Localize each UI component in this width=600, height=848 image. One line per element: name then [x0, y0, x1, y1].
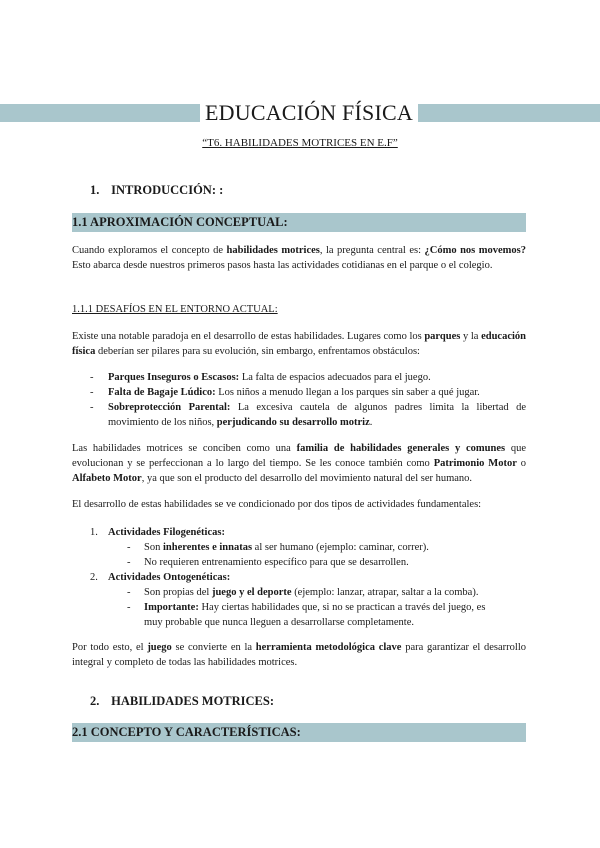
para3-text-g: , ya que son el producto del desarrollo del movimiento natural del ser humano.: [141, 473, 473, 484]
list-1-bold: Actividades Ontogenéticas:: [108, 572, 231, 583]
section-2-heading: [90, 694, 274, 709]
para5-text-a: Por todo esto, el: [72, 642, 148, 653]
sub-0-0-c: al ser humano (ejemplo: caminar, correr).: [252, 542, 429, 553]
para5-bold-d: herramienta metodológica clave: [255, 642, 402, 653]
list-number: 2.: [90, 572, 98, 583]
sub-item: [144, 600, 506, 630]
intro-text-e: Esto abarca desde nuestros primeros pasos hasta las actividades cotidianas en el parque o el colegio.: [72, 260, 493, 271]
section-1-heading: [90, 183, 223, 198]
section-2-1-heading: 2.1 CONCEPTO Y CARACTERÍSTICAS:: [72, 723, 526, 742]
para2-text-c: y la: [460, 331, 482, 342]
paradox-paragraph: [72, 329, 526, 359]
section-2-label: HABILIDADES MOTRICES:: [111, 694, 275, 708]
intro-text-c: , la pregunta central es:: [319, 245, 425, 256]
para3-text-c: que evolucionan y se perfeccionan a lo largo del tiempo. Se les conoce también como: [72, 443, 526, 469]
para5-text-e: para garantizar el desarrollo integral y completo de todas las habilidades motrices.: [72, 642, 527, 668]
sub-bullet-dash: -: [127, 587, 131, 598]
bullet-2-text: La excesiva cautela de algunos padres limita la libertad de movimiento de los niños,: [108, 402, 526, 428]
intro-bold-b: habilidades motrices: [226, 245, 320, 256]
bullet-dash: -: [90, 387, 94, 398]
para2-text-a: Existe una notable paradoja en el desarrollo de estas habilidades. Lugares como los: [72, 331, 425, 342]
list-item-filogeneticas: [108, 525, 225, 540]
sub-item: [144, 555, 526, 570]
sub-bullet-dash: -: [127, 602, 131, 613]
sub-bullet-dash: -: [127, 542, 131, 553]
para3-text-a: Las habilidades motrices se conciben como una: [72, 443, 297, 454]
sub-1-0-a: Son propias del: [144, 587, 212, 598]
sub-1-1-c: Hay ciertas habilidades que, si no se practican a través del juego, es muy probable que nunca lleguen a desarrollarse completamente.: [144, 602, 486, 628]
intro-bold-d: ¿Cómo nos movemos?: [424, 245, 526, 256]
bullet-2-bold: Sobreprotección Parental:: [108, 402, 231, 413]
section-1-1-heading: 1.1 APROXIMACIÓN CONCEPTUAL:: [72, 213, 526, 232]
bullet-0-text: La falta de espacios adecuados para el juego.: [239, 372, 431, 383]
bullet-item-parques: [108, 370, 526, 385]
bullet-2-bold2: perjudicando su desarrollo motriz: [216, 417, 370, 428]
sub-item: [144, 585, 526, 600]
list-0-bold: Actividades Filogenéticas:: [108, 527, 225, 538]
conclusion-paragraph: [72, 640, 526, 670]
para2-text-e: deberían ser pilares para su evolución, sin embargo, enfrentamos obstáculos:: [95, 346, 420, 357]
section-1-label: INTRODUCCIÓN: :: [111, 183, 224, 197]
section-1-number: 1.: [90, 183, 100, 197]
para3-bold-f: Alfabeto Motor: [72, 473, 142, 484]
bullet-item-bagaje: [108, 385, 526, 400]
bullet-item-sobreproteccion: [108, 400, 526, 430]
family-paragraph: [72, 441, 526, 486]
bullet-dash: -: [90, 372, 94, 383]
para5-text-c: se convierte en la: [171, 642, 256, 653]
sub-0-1-a: No requieren entrenamiento específico para que se desarrollen.: [144, 557, 409, 568]
sub-0-0-a: Son: [144, 542, 163, 553]
list-number: 1.: [90, 527, 98, 538]
bullet-1-text: Los niños a menudo llegan a los parques sin saber a qué jugar.: [215, 387, 480, 398]
document-title: EDUCACIÓN FÍSICA: [200, 100, 418, 126]
section-1-1-1-heading: 1.1.1 DESAFÍOS EN EL ENTORNO ACTUAL:: [72, 304, 278, 315]
sub-1-0-c: (ejemplo: lanzar, atrapar, saltar a la comba).: [291, 587, 479, 598]
sub-0-0-b: inherentes e innatas: [162, 542, 253, 553]
list-item-ontogeneticas: [108, 570, 230, 585]
sub-bullet-dash: -: [127, 557, 131, 568]
bullet-dash: -: [90, 402, 94, 413]
conditions-paragraph: El desarrollo de estas habilidades se ve condicionado por dos tipos de actividades fundamentales:: [72, 499, 482, 510]
sub-item: [144, 540, 526, 555]
document-subtitle: “T6. HABILIDADES MOTRICES EN E.F”: [202, 137, 398, 149]
intro-paragraph: [72, 243, 526, 273]
bullet-0-bold: Parques Inseguros o Escasos:: [108, 372, 240, 383]
para3-bold-d: Patrimonio Motor: [433, 458, 517, 469]
sub-1-0-b: juego y el deporte: [211, 587, 292, 598]
para2-bold-b: parques: [424, 331, 461, 342]
para5-bold-b: juego: [147, 642, 172, 653]
para3-bold-b: familia de habilidades generales y comunes: [296, 443, 506, 454]
para3-text-e: o: [516, 458, 527, 469]
intro-text-a: Cuando exploramos el concepto de: [72, 245, 227, 256]
para2-bold-d: educación física: [72, 331, 526, 357]
section-2-number: 2.: [90, 694, 100, 708]
bullet-2-end: .: [369, 417, 373, 428]
bullet-1-bold: Falta de Bagaje Lúdico:: [108, 387, 216, 398]
sub-1-1-b: Importante:: [144, 602, 199, 613]
title-banner: [0, 100, 600, 126]
